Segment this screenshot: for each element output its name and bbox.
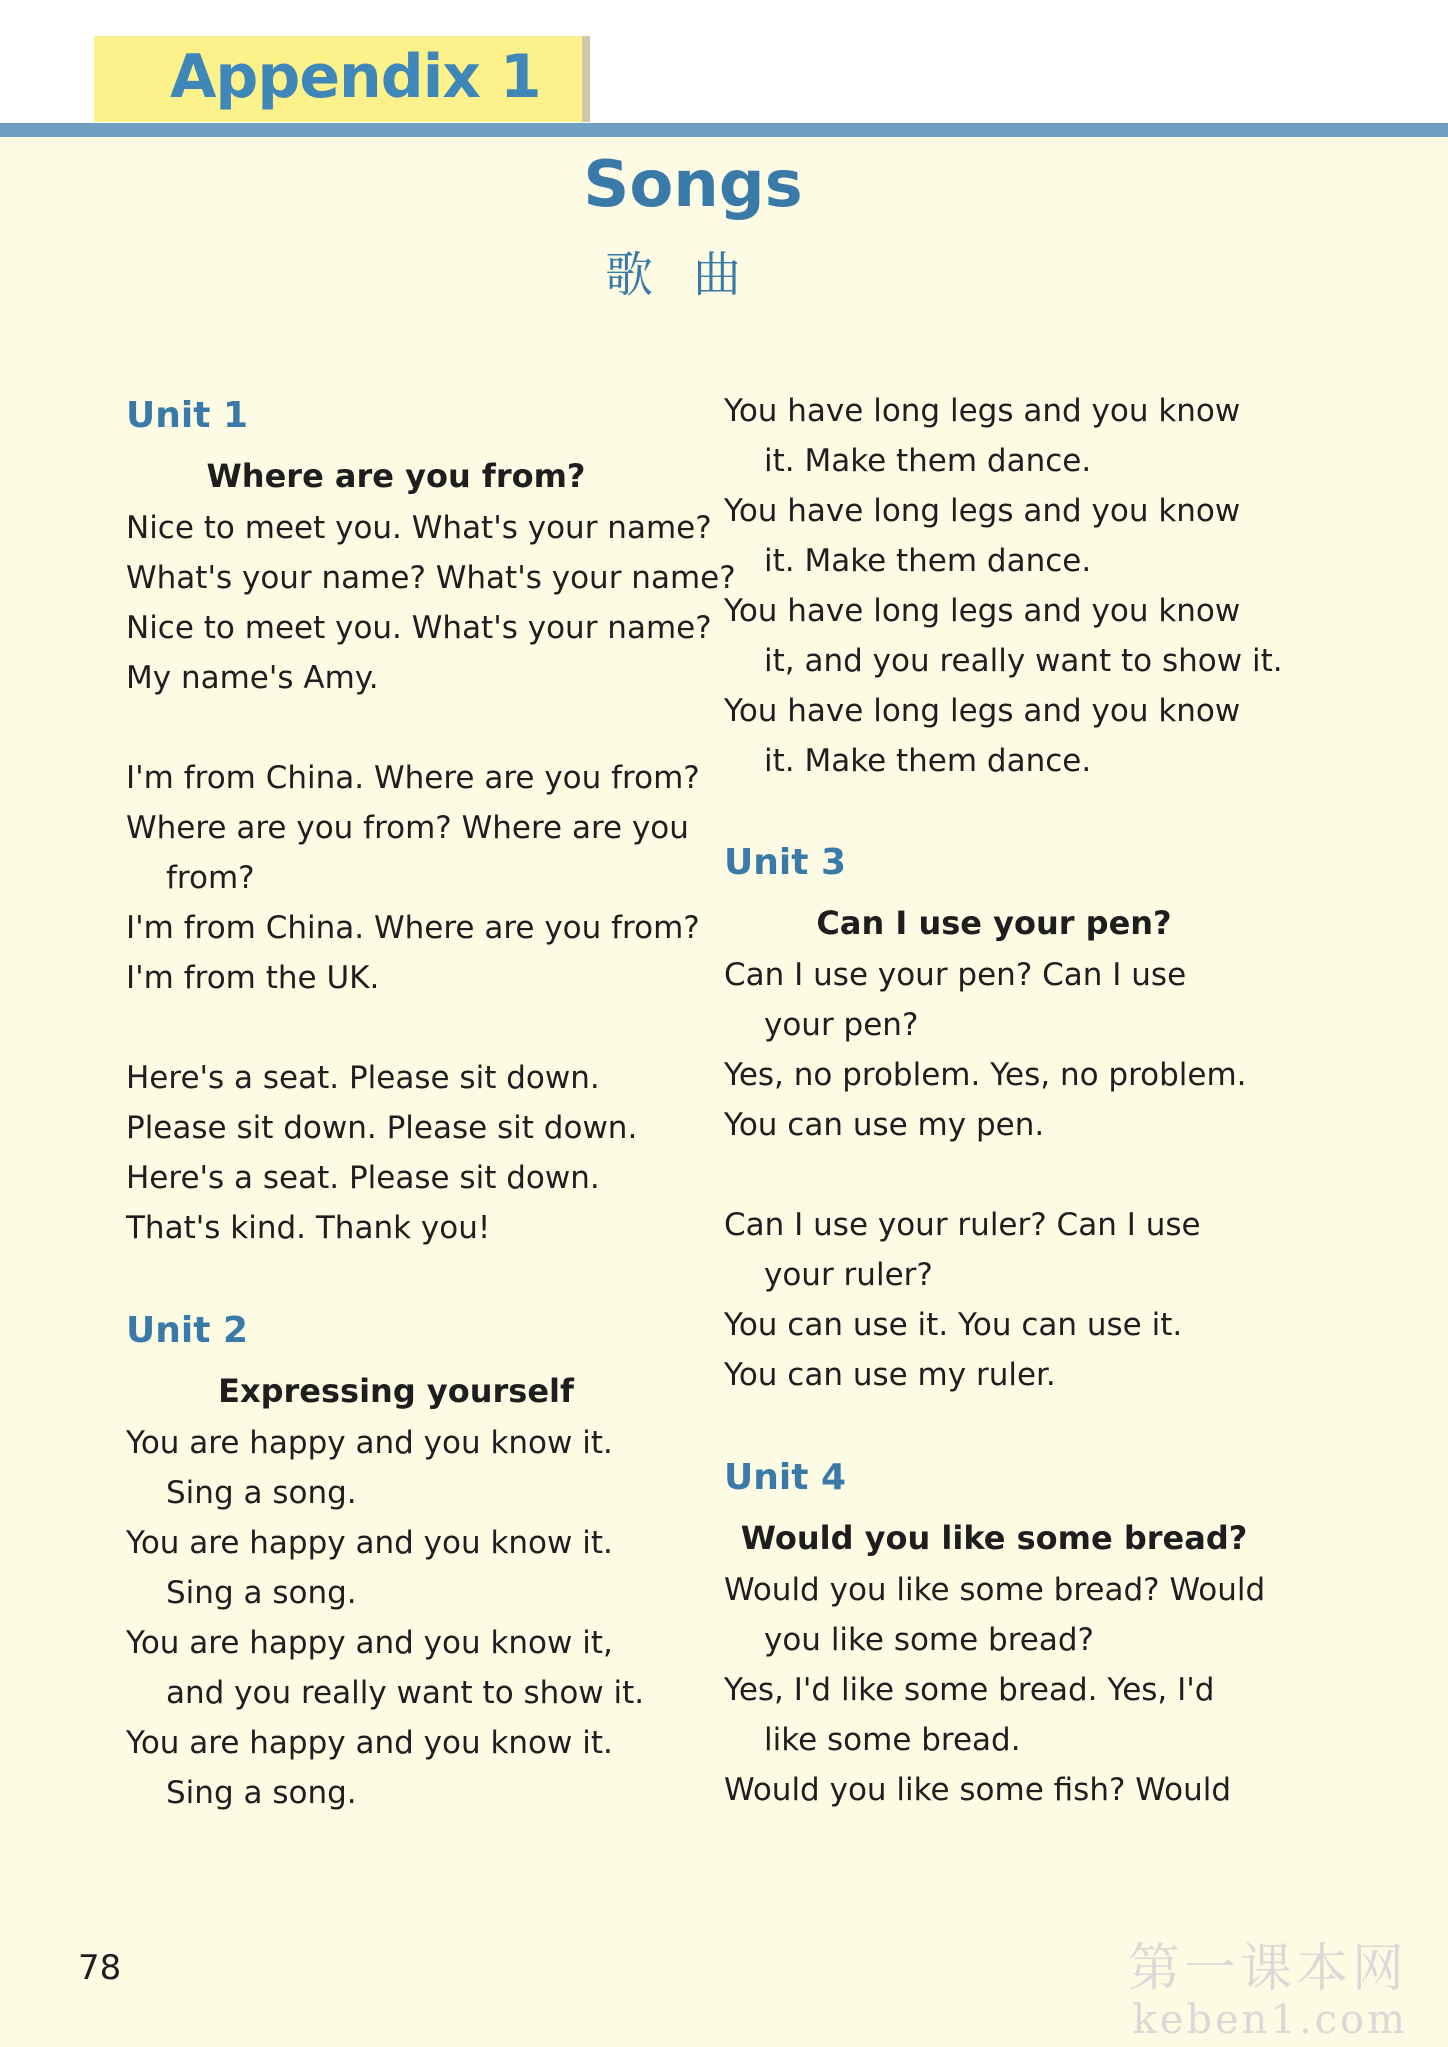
unit-heading: Unit 2 [126,1310,248,1351]
lyric-line: Nice to meet you. What's your name? [126,610,712,646]
lyric-line: My name's Amy. [126,660,379,696]
lyric-line: You are happy and you know it. [126,1725,613,1761]
lyric-line: I'm from China. Where are you from? [126,760,700,796]
appendix-tag [94,36,582,122]
unit-heading: Unit 1 [126,395,248,436]
header-divider [0,123,1448,137]
lyric-line: Please sit down. Please sit down. [126,1110,638,1146]
page-title: Songs [583,148,803,222]
lyric-line: What's your name? What's your name? [126,560,736,596]
lyric-line: Would you like some bread? Would [724,1572,1266,1608]
lyric-line-continued: Sing a song. [166,1475,357,1511]
lyric-line-continued: it. Make them dance. [764,743,1092,779]
lyric-line: You are happy and you know it. [126,1525,613,1561]
lyric-line: You can use my pen. [724,1107,1045,1143]
lyric-line: You have long legs and you know [724,493,1241,529]
song-title: Where are you from? [206,457,586,495]
lyric-line: Nice to meet you. What's your name? [126,510,712,546]
lyric-line: Yes, I'd like some bread. Yes, I'd [724,1672,1215,1708]
lyric-line: Here's a seat. Please sit down. [126,1060,600,1096]
lyric-line-continued: and you really want to show it. [166,1675,645,1711]
lyric-line-continued: it. Make them dance. [764,543,1092,579]
watermark-line-1: 第一课本网 [1127,1939,1408,1999]
lyric-line-continued: it, and you really want to show it. [764,643,1283,679]
lyric-line: You are happy and you know it, [126,1625,613,1661]
lyric-line: Can I use your pen? Can I use [724,957,1187,993]
lyric-line-continued: like some bread. [764,1722,1021,1758]
lyric-line-continued: your pen? [764,1007,919,1043]
appendix-label: Appendix 1 [170,42,541,112]
lyric-line-continued: it. Make them dance. [764,443,1092,479]
lyric-line-continued: you like some bread? [764,1622,1094,1658]
lyric-line: You can use my ruler. [724,1357,1056,1393]
watermark [1128,1926,1408,2043]
lyric-line-continued: Sing a song. [166,1775,357,1811]
page-number: 78 [78,1948,122,1988]
song-title: Expressing yourself [218,1372,574,1410]
unit-heading: Unit 3 [724,842,846,883]
lyric-line: Yes, no problem. Yes, no problem. [724,1057,1247,1093]
page-subtitle-chinese: 歌曲 [604,247,781,303]
lyric-line-continued: Sing a song. [166,1575,357,1611]
lyric-line: Here's a seat. Please sit down. [126,1160,600,1196]
unit-heading: Unit 4 [724,1457,846,1498]
lyric-line: That's kind. Thank you! [126,1210,491,1246]
lyric-line: You can use it. You can use it. [724,1307,1183,1343]
lyric-line: You are happy and you know it. [126,1425,613,1461]
lyric-line: You have long legs and you know [724,393,1241,429]
watermark-line-2: keben1.com [1132,1997,1408,2043]
lyric-line: Would you like some fish? Would [724,1772,1232,1808]
lyric-line-continued: your ruler? [764,1257,933,1293]
lyric-line: Where are you from? Where are you [126,810,689,846]
lyric-line: I'm from China. Where are you from? [126,910,700,946]
lyric-line: You have long legs and you know [724,693,1241,729]
lyric-line-continued: from? [166,860,255,896]
lyric-line: Can I use your ruler? Can I use [724,1207,1201,1243]
song-title: Can I use your pen? [816,904,1172,942]
song-title: Would you like some bread? [740,1519,1248,1557]
lyric-line: I'm from the UK. [126,960,380,996]
lyric-line: You have long legs and you know [724,593,1241,629]
